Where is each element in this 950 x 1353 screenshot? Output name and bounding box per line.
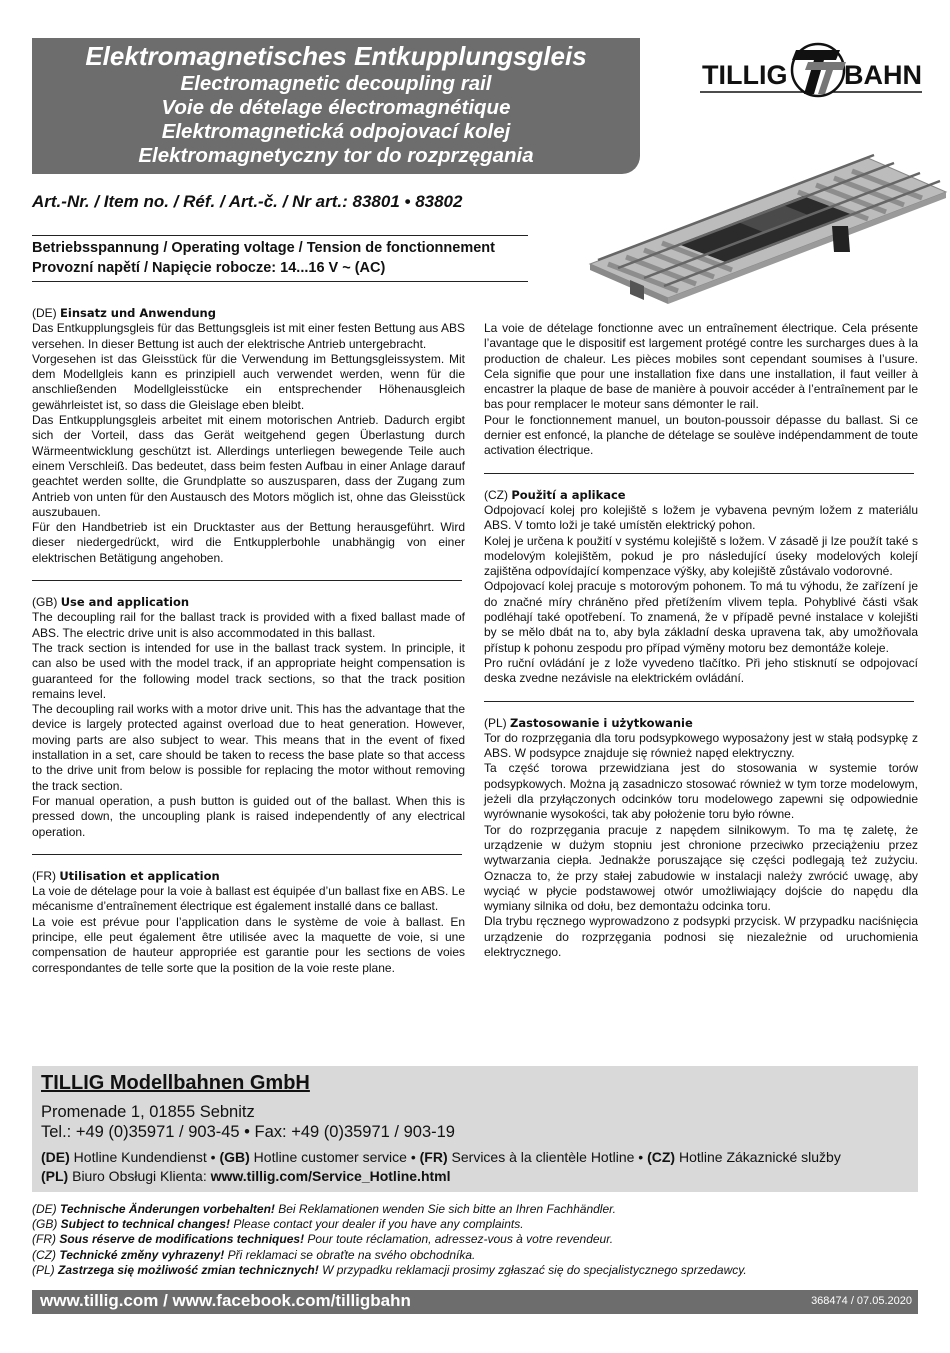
paragraph: Pro ruční ovládání je z lože vyvedeno tlačítko. Při jeho stisknutí se odpojovací deska zvedne nezávisle na elektrickém ovládání. [484, 655, 918, 686]
hotline-block [41, 1148, 841, 1186]
company-name: TILLIG Modellbahnen GmbH [41, 1072, 310, 1094]
operating-voltage [32, 235, 528, 282]
title-de: Elektromagnetisches Entkupplungsgleis [85, 41, 587, 71]
divider [32, 580, 462, 581]
note-pl: (PL) Zastrzega się możliwość zmian technicznych! W przypadku reklamacji prosimy zgłaszać się do specjalistycznego sprzedawcy. [32, 1262, 747, 1277]
paragraph: Tor do rozprzęgania dla toru podsypkowego wyposażony jest w stałą podsypkę z ABS. W podsypce znajduje się również napęd elektryczny. [484, 730, 918, 761]
section-title: Zastosowanie i użytkowanie [510, 715, 693, 730]
company-phone: Tel.: +49 (0)35971 / 903-45 • Fax: +49 (0)35971 / 903-19 [41, 1123, 455, 1141]
section-title: Einsatz und Anwendung [60, 306, 216, 320]
article-number: Art.-Nr. / Item no. / Réf. / Art.-č. / Nr art.: 83801 • 83802 [32, 192, 463, 211]
left-column [32, 306, 465, 976]
hotline-text: Biuro Obsługi Klienta: [68, 1168, 211, 1184]
company-address-block [41, 1102, 455, 1142]
footer-bar [32, 1290, 918, 1314]
lang-code: (FR) [419, 1149, 448, 1165]
paragraph: Pour le fonctionnement manuel, un bouton-poussoir dépasse du ballast. Si ce dernier est enfoncé, la planche de dételage se soulève indépendamment de toute activation électrique. [484, 412, 918, 458]
title-cz: Elektromagnetická odpojovací kolej [161, 120, 511, 143]
section-pl-heading [484, 716, 918, 731]
hotline-text: Hotline Kundendienst • [69, 1149, 220, 1165]
paragraph: Das Entkupplungsgleis arbeitet mit einem motorischen Antrieb. Dadurch ergibt sich der Vorteil, dass das Gerät weitgehend gegen Überlastung durch Wärmeentwicklung geschützt ist. Allerdings unterliegen bewegende Teile auch einem Verschleiß. Das bedeutet, dass beim festen Aufbau in einer Anlage darauf geachtet werden sollte, die Grundplatte so auszusparen, dass der Zugang zum Antrieb von unten für den Austausch des Motors möglich ist, ohne das Gleisstück auszubauen. [32, 413, 465, 519]
company-info [32, 1066, 918, 1192]
title-box [32, 38, 640, 174]
paragraph: Dla trybu ręcznego wyprowadzono z podsypki przycisk. W przypadku naciśnięcia urządzenie do rozprzęgania podnosi się niezależnie od uruchomienia elektrycznego. [484, 914, 918, 959]
document-id: 368474 / 07.05.2020 [811, 1295, 912, 1307]
section-title: Utilisation et application [59, 868, 220, 883]
paragraph: Tor do rozprzęgania pracuje z napędem silnikowym. To ma tę zaletę, że urządzenie w dużym stopniu jest chronione przeciwko przeciążeniu przez wytwarzania ciepła. Jednakże poruszające się części podlegają też zużyciu. Oznacza to, że przy stałej zabudowie w instalacji należy zwrócić uwagę, aby wyciąć w płycie podstawowej otwór umożliwiający dojście do napędu dla wymiany silnika od dołu, bez demontażu odcinka toru. [484, 822, 918, 914]
section-pl [484, 716, 918, 961]
paragraph: Ta część torowa przewidziana jest do stosowania w systemie torów podsypkowych. Można ją zasadniczo stosować również w tym torze modelowym, jeżeli dla przyłączonych odcinków toru modelowego zapewni się odpowiednie wyrównanie wysokości, tak aby położenie toru było równe. [484, 761, 918, 822]
paragraph: Kolej je určena k použití v systému kolejiště s ložem. V zásadě ji lze použít také s modelovým kolejištěm, pokud je pro následující úseky modelových kolejí zajištěna odpovídající kompenzace výšky, aby kolejiště zůstávalo vodorovné. [484, 533, 918, 579]
section-title: Use and application [60, 595, 190, 610]
section-fr-heading [32, 869, 465, 884]
paragraph: Odpojovací kolej pracuje s motorovým pohonem. To má tu výhodu, že zařízení je do značné míry chráněno před přetížením vlivem tepla. Pohyblivé části však podléhají také opotřebení. To znamená, že v případě pevné instalace v kolejišti by se mělo dbát na to, aby byla základní deska upravena tak, aby umožňovala přístup k pohonu zespodu pro případ výměny motoru bez demontáže koleje. [484, 579, 918, 655]
section-fr [32, 869, 465, 976]
title-pl: Elektromagnetyczny tor do rozprzęgania [138, 144, 534, 167]
hotline-link[interactable]: www.tillig.com/Service_Hotline.html [210, 1168, 451, 1184]
logo-text-right: BAHN [844, 60, 922, 90]
note-gb: (GB) Subject to technical changes! Please contact your dealer if you have any complaints. [32, 1217, 524, 1232]
lang-code: (PL) [41, 1168, 69, 1184]
lang-code: (GB) [219, 1149, 250, 1165]
footer-weblinks[interactable]: www.tillig.com / www.facebook.com/tilligbahn [40, 1291, 411, 1310]
paragraph: Für den Handbetrieb ist ein Drucktaster aus der Bettung herausgeführt. Wird dieser niedergedrückt, wird die Entkupplerbohle unabhängig von einer elektrischen Betätigung angehoben. [32, 520, 465, 565]
section-fr-continued [484, 321, 918, 459]
hotline-text: Services à la clientèle Hotline • [447, 1149, 648, 1165]
right-column [484, 321, 918, 960]
section-gb [32, 595, 465, 840]
section-code: (CZ) [484, 487, 508, 502]
paragraph: The decoupling rail works with a motor drive unit. This has the advantage that the device is largely protected against overload due to heat generation. However, moving parts are also subject to wear. This means that in the event of fixed installation in a set, care should be taken to recess the base plate so that access to the drive unit from below is possible for replacing the motor without removing the track section. [32, 702, 465, 793]
hotline-line-2 [41, 1167, 841, 1186]
section-code: (DE) [32, 306, 57, 320]
title-en: Electromagnetic decoupling rail [180, 72, 492, 95]
section-de-heading [32, 306, 465, 321]
hotline-line-1 [41, 1148, 841, 1167]
title-fr: Voie de dételage électromagnétique [161, 96, 511, 119]
voltage-line-1: Betriebsspannung / Operating voltage / Tension de fonctionnement [32, 240, 495, 256]
logo-text-left: TILLIG [702, 60, 788, 90]
tillig-bahn-logo [700, 40, 922, 102]
paragraph: La voie de dételage pour la voie à ballast est équipée d’un ballast fixe en ABS. Le mécanisme d’entraînement électrique est également installé dans ce ballast. [32, 884, 465, 914]
hotline-text: Hotline Zákaznické služby [675, 1149, 841, 1165]
company-address: Promenade 1, 01855 Sebnitz [41, 1103, 255, 1121]
paragraph: La voie est prévue pour l’application dans le système de voie à ballast. En principe, elle peut également être utilisée avec la maquette de voie, si une compensation de hauteur appropriée est garantie pour les sections de voies correspondantes de telle sorte que la position de la voie reste plane. [32, 914, 465, 975]
voltage-line-2: Provozní napětí / Napięcie robocze: 14...16 V ~ (AC) [32, 260, 386, 276]
hotline-text: Hotline customer service • [249, 1149, 420, 1165]
divider [32, 854, 462, 855]
paragraph: La voie de dételage fonctionne avec un entraînement électrique. Cela présente l’avantage que le dispositif est largement protégé contre les surcharges dues à la production de chaleur. Les pièces mobiles sont cependant soumises à l’usure. Cela signifie que pour une installation fixe dans une installation, il faut veiller à encastrer la plaque de base de manière à pouvoir accéder à l’entraînement par le bas pour remplacer le moteur sans démonter le rail. [484, 321, 918, 412]
section-gb-heading [32, 595, 465, 610]
section-code: (GB) [32, 595, 58, 610]
divider [484, 473, 914, 474]
section-title: Použití a aplikace [511, 487, 626, 502]
divider [484, 701, 914, 702]
paragraph: The track section is intended for use in the ballast track system. In principle, it can also be used with the model track, if an appropriate height compensation is guaranteed for the following model track sections, so that the track position remains level. [32, 640, 465, 701]
lang-code: (CZ) [647, 1149, 676, 1165]
paragraph: Odpojovací kolej pro kolejiště s ložem je vybavena pevným ložem z materiálu ABS. V tomto loži je také umístěn elektrický pohon. [484, 502, 918, 533]
section-cz [484, 488, 918, 687]
decoupling-track-image [578, 152, 950, 304]
section-de [32, 306, 465, 566]
section-code: (FR) [32, 868, 56, 883]
paragraph: Das Entkupplungsgleis für das Bettungsgleis ist mit einer festen Bettung aus ABS versehen. In dieser Bettung ist auch der elektrische Antrieb untergebracht. [32, 321, 465, 351]
technical-notes [32, 1202, 747, 1278]
note-cz: (CZ) Technické změny vyhrazeny! Při reklamaci se obraťte na svého obchodníka. [32, 1247, 476, 1262]
note-fr: (FR) Sous réserve de modifications techniques! Pour toute réclamation, adressez-vous à votre revendeur. [32, 1232, 614, 1247]
paragraph: Vorgesehen ist das Gleisstück für die Verwendung im Bettungsgleissystem. Mit dem Modellgleis kann es prinzipiell auch verwendet werden, wenn für die anschließenden Modellgleisstücke ein entsprechender Höhenausgleich gewährleistet ist, so dass die Gleislage eben bleibt. [32, 351, 465, 412]
section-cz-heading [484, 488, 918, 503]
note-de: (DE) Technische Änderungen vorbehalten! Bei Reklamationen wenden Sie sich bitte an Ihren Fachhändler. [32, 1202, 617, 1216]
paragraph: The decoupling rail for the ballast track is provided with a fixed ballast made of ABS. The electric drive unit is also accommodated in this ballast. [32, 610, 465, 640]
lang-code: (DE) [41, 1149, 70, 1165]
section-code: (PL) [484, 715, 507, 730]
paragraph: For manual operation, a push button is guided out of the ballast. When this is pressed down, the uncoupling plank is raised independently of any electrical operation. [32, 793, 465, 839]
